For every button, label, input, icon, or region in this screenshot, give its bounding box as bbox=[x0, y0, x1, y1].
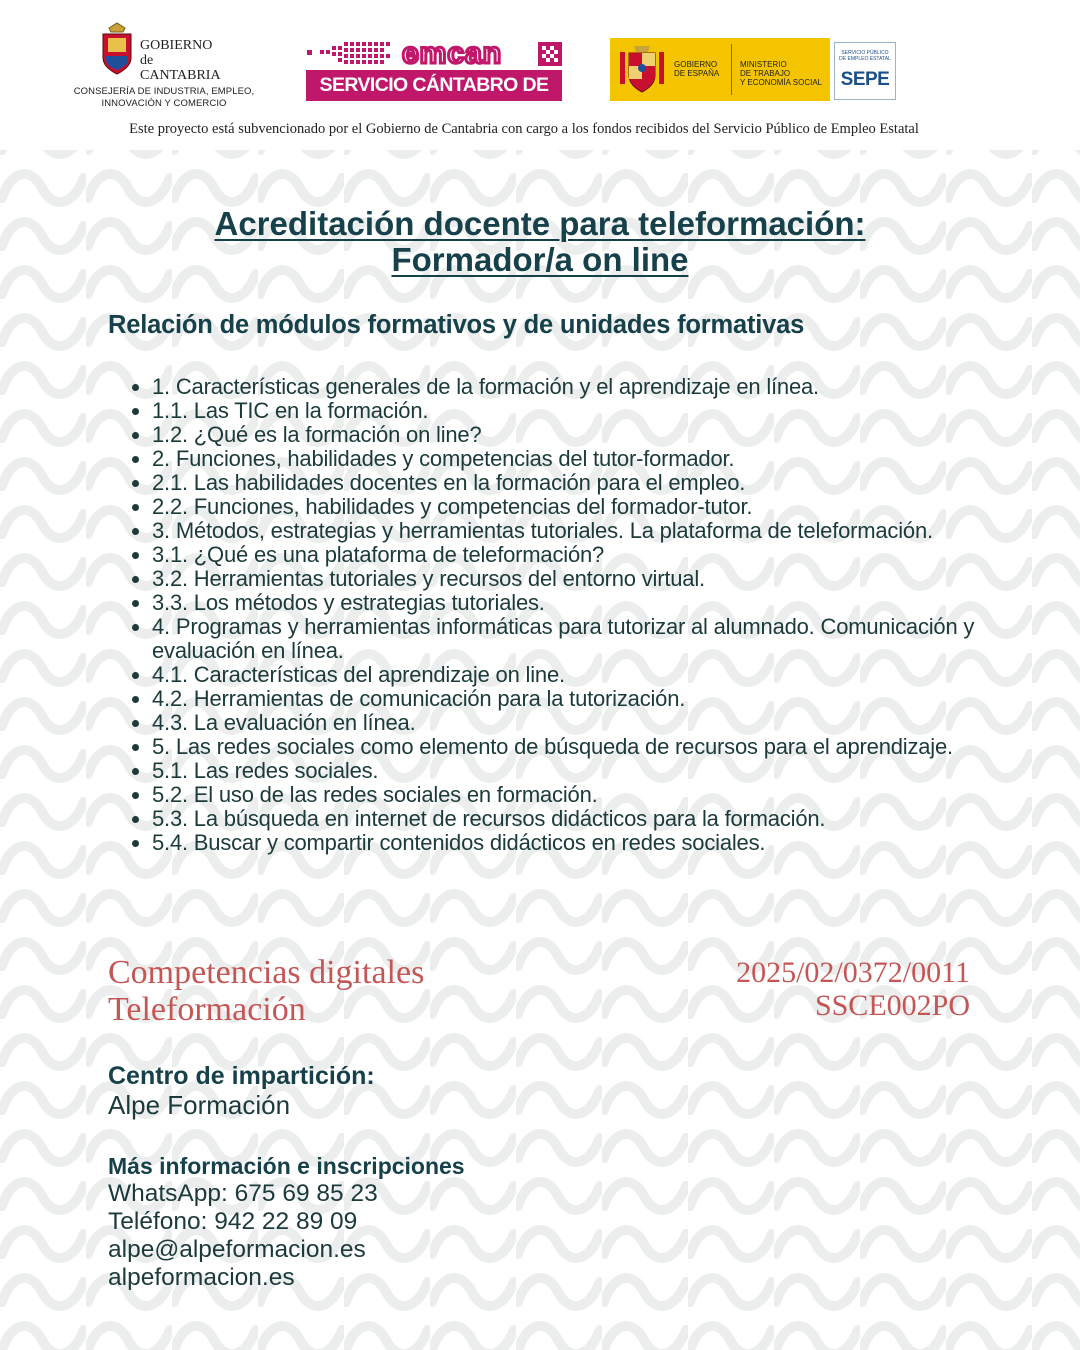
centre-label: Centro de impartición: bbox=[108, 1062, 375, 1090]
course-category bbox=[108, 954, 424, 1028]
code-line-2: SSCE002PO bbox=[814, 989, 970, 1022]
logo-divider bbox=[731, 44, 732, 95]
code-line-1: 2025/02/0372/0011 bbox=[736, 956, 970, 989]
website-contact: alpeformacion.es bbox=[108, 1264, 295, 1291]
sepe-line: SERVICIO PÚBLICO bbox=[841, 50, 889, 56]
list-item: • 5.1. Las redes sociales. bbox=[152, 759, 1012, 783]
logo-line: CANTABRIA bbox=[140, 68, 221, 83]
list-item: • 3.1. ¿Qué es una plataforma de teleformación? bbox=[152, 543, 1012, 567]
whatsapp-contact: WhatsApp: 675 69 85 23 bbox=[108, 1180, 378, 1207]
centre-name: Alpe Formación bbox=[108, 1090, 291, 1120]
sepe-line: DE EMPLEO ESTATAL bbox=[839, 56, 891, 62]
list-item: • 4.3. La evaluación en línea. bbox=[152, 711, 1012, 735]
list-item: • 1. Características generales de la formación y el aprendizaje en línea. bbox=[152, 375, 1012, 399]
list-item: • 2.2. Funciones, habilidades y competencias del formador-tutor. bbox=[152, 495, 1012, 519]
emcan-logo bbox=[306, 40, 564, 127]
list-item: • 4.2. Herramientas de comunicación para la tutorización. bbox=[152, 687, 1012, 711]
modules-list bbox=[108, 375, 1012, 855]
emcan-bar-text: SERVICIO CÁNTABRO DE EMPLEO bbox=[306, 70, 562, 101]
list-item: • 5.3. La búsqueda en internet de recursos didácticos para la formación. bbox=[152, 807, 1012, 831]
title-line-1: Acreditación docente para teleformación: bbox=[214, 205, 866, 242]
header bbox=[0, 0, 1080, 150]
category-line-2: Teleformación bbox=[108, 991, 306, 1028]
logo-line: GOBIERNO bbox=[140, 38, 213, 53]
email-contact: alpe@alpeformacion.es bbox=[108, 1236, 366, 1263]
gobierno-cantabria-logo bbox=[68, 22, 260, 114]
contact-block bbox=[108, 1180, 378, 1292]
list-item: • 1.2. ¿Qué es la formación on line? bbox=[152, 423, 1012, 447]
department-line: INNOVACIÓN Y COMERCIO bbox=[101, 98, 227, 109]
course-title bbox=[0, 206, 1080, 278]
list-item: • 3. Métodos, estrategias y herramientas tutoriales. La plataforma de teleformación. bbox=[152, 519, 1012, 543]
sepe-big-text: SEPE bbox=[840, 69, 890, 90]
department-line: CONSEJERÍA DE INDUSTRIA, EMPLEO, bbox=[73, 86, 255, 97]
section-heading: Relación de módulos formativos y de unidades formativas bbox=[108, 311, 805, 339]
logo-line: de bbox=[140, 53, 154, 68]
list-item: • 1.1. Las TIC en la formación. bbox=[152, 399, 1012, 423]
list-item: • 2.1. Las habilidades docentes en la formación para el empleo. bbox=[152, 471, 1012, 495]
list-item: • 2. Funciones, habilidades y competencias del tutor-formador. bbox=[152, 447, 1012, 471]
gob-esp-line: GOBIERNO bbox=[674, 60, 718, 69]
sepe-small-text bbox=[835, 50, 895, 62]
list-item: • 5.2. El uso de las redes sociales en formación. bbox=[152, 783, 1012, 807]
list-item: • 4.1. Características del aprendizaje on line. bbox=[152, 663, 1012, 687]
list-item: • 3.2. Herramientas tutoriales y recursos del entorno virtual. bbox=[152, 567, 1012, 591]
ministerio-text bbox=[740, 60, 822, 87]
gobierno-espana-text bbox=[674, 60, 719, 78]
cantabria-shield-icon bbox=[100, 22, 134, 76]
gobierno-espana-logo bbox=[610, 38, 830, 101]
ministerio-line: DE TRABAJO bbox=[740, 69, 791, 78]
list-item: • 4. Programas y herramientas informáticas para tutorizar al alumnado. Comunicación y evaluación en línea. bbox=[152, 615, 1012, 663]
ministerio-line: Y ECONOMÍA SOCIAL bbox=[740, 78, 823, 87]
emcan-wordmark-text: emcan bbox=[402, 40, 503, 66]
spain-coat-of-arms-icon bbox=[618, 44, 666, 95]
list-item: • 5.4. Buscar y compartir contenidos didácticos en redes sociales. bbox=[152, 831, 1012, 855]
sepe-logo bbox=[834, 42, 896, 100]
list-item: • 5. Las redes sociales como elemento de búsqueda de recursos para el aprendizaje. bbox=[152, 735, 1012, 759]
info-label: Más información e inscripciones bbox=[108, 1153, 465, 1179]
gob-esp-line: DE ESPAÑA bbox=[674, 69, 720, 78]
subsidy-note: Este proyecto está subvencionado por el Gobierno de Cantabria con cargo a los fondos recibidos del Servicio Público de Empleo Estatal bbox=[129, 121, 919, 137]
cantabria-logo-text bbox=[140, 38, 221, 83]
category-line-1: Competencias digitales bbox=[108, 954, 425, 991]
phone-contact: Teléfono: 942 22 89 09 bbox=[108, 1208, 358, 1235]
cantabria-department-text bbox=[68, 86, 260, 110]
course-code bbox=[736, 956, 970, 1022]
list-item: • 3.3. Los métodos y estrategias tutoriales. bbox=[152, 591, 1012, 615]
emcan-wordmark bbox=[306, 40, 564, 66]
ministerio-line: MINISTERIO bbox=[740, 60, 787, 69]
title-line-2: Formador/a on line bbox=[391, 241, 689, 278]
